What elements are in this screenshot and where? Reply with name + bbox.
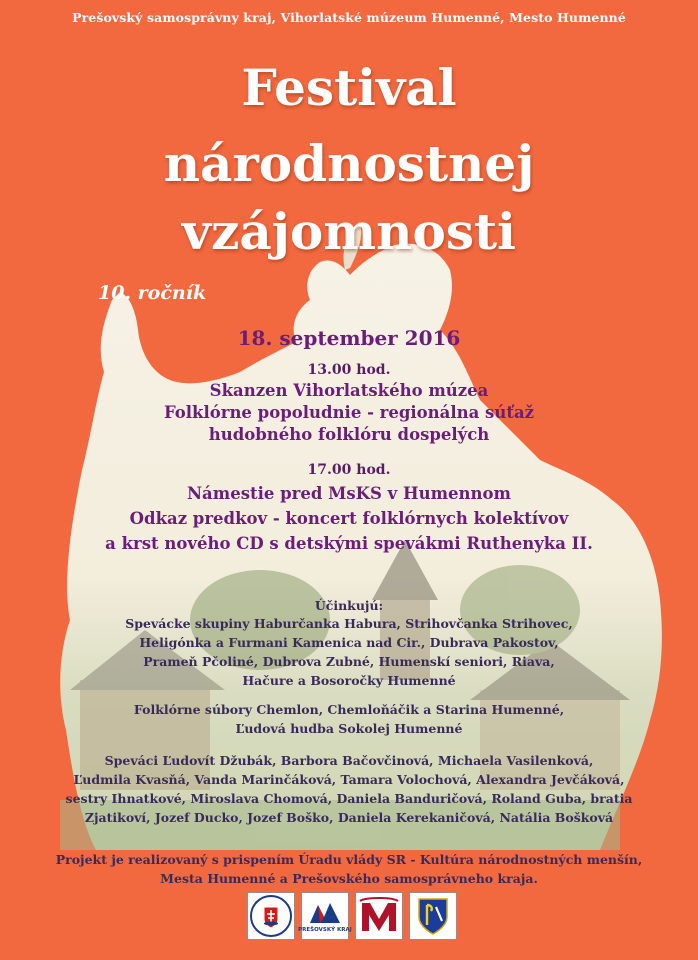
ensembles-line: Folklórne súbory Chemlon, Chemloňáčik a Starina Humenné,: [133, 702, 565, 717]
choirs-list: [0, 614, 698, 690]
event-1-time: 13.00 hod.: [307, 362, 391, 378]
choirs-line: Prameň Pčoliné, Dubrova Zubné, Humenskí seniori, Riava,: [143, 654, 555, 669]
ensembles-list: [0, 700, 698, 738]
performers-heading: Účinkujú:: [314, 598, 384, 613]
singers-line: Zjatikoví, Jozef Ducko, Jozef Boško, Daniela Kerekaničová, Natália Bošková: [84, 810, 614, 825]
event-2-line: Námestie pred MsKS v Humennom: [186, 484, 512, 503]
choirs-line: Spevácke skupiny Haburčanka Habura, Strihovčanka Strihovec,: [125, 616, 573, 631]
museum-m-icon: [355, 892, 403, 940]
singers-line: Speváci Ľudovít Džubák, Barbora Bačovčinová, Michaela Vasilenková,: [104, 753, 594, 768]
event-1-line: Skanzen Vihorlatského múzea: [209, 381, 489, 400]
sponsor-logos: [247, 892, 453, 940]
event-2-line: a krst nového CD s detskými spevákmi Ruthenyka II.: [105, 534, 593, 553]
event-2-time: 17.00 hod.: [307, 462, 391, 478]
event-1-line: hudobného folklóru dospelých: [208, 425, 490, 444]
organizers-line: Prešovský samosprávny kraj, Vihorlatské múzeum Humenné, Mesto Humenné: [72, 10, 626, 25]
event-date: 18. september 2016: [237, 326, 461, 350]
title-line-1: Festival: [241, 58, 457, 117]
funding-line: Projekt je realizovaný s prispením Úradu vlády SR - Kultúra národnostných menšín,: [55, 852, 643, 867]
funding-line: Mesta Humenné a Prešovského samosprávneho kraja.: [160, 871, 538, 886]
government-seal-icon: [247, 892, 295, 940]
title-line-3: vzájomnosti: [181, 202, 517, 261]
humenne-crest-icon: [409, 892, 457, 940]
event-2-line: Odkaz predkov - koncert folklórnych kolektívov: [129, 509, 569, 528]
singers-line: Ľudmila Kvasňá, Vanda Marinčáková, Tamara Volochová, Alexandra Jevčáková,: [73, 772, 625, 787]
event-2-details: [0, 481, 698, 556]
presov-logo-text: PREŠOVSKÝ KRAJ: [298, 927, 352, 933]
funding-note: [0, 850, 698, 888]
ensembles-line: Ľudová hudba Sokolej Humenné: [235, 721, 463, 736]
singers-list: [0, 751, 698, 827]
event-1-details: [0, 380, 698, 446]
choirs-line: Heligónka a Furmani Kamenica nad Cir., Dubrava Pakostov,: [139, 635, 559, 650]
choirs-line: Hačure a Bosoročky Humenné: [242, 673, 456, 688]
title-line-2: národnostnej: [163, 134, 535, 193]
event-1-line: Folklórne popoludnie - regionálna súťaž: [163, 403, 535, 422]
presov-region-icon: [298, 892, 352, 940]
singers-line: sestry Ihnatkové, Miroslava Chomová, Daniela Banduričová, Roland Guba, bratia: [65, 791, 633, 806]
edition-label: 10. ročník: [98, 282, 207, 304]
